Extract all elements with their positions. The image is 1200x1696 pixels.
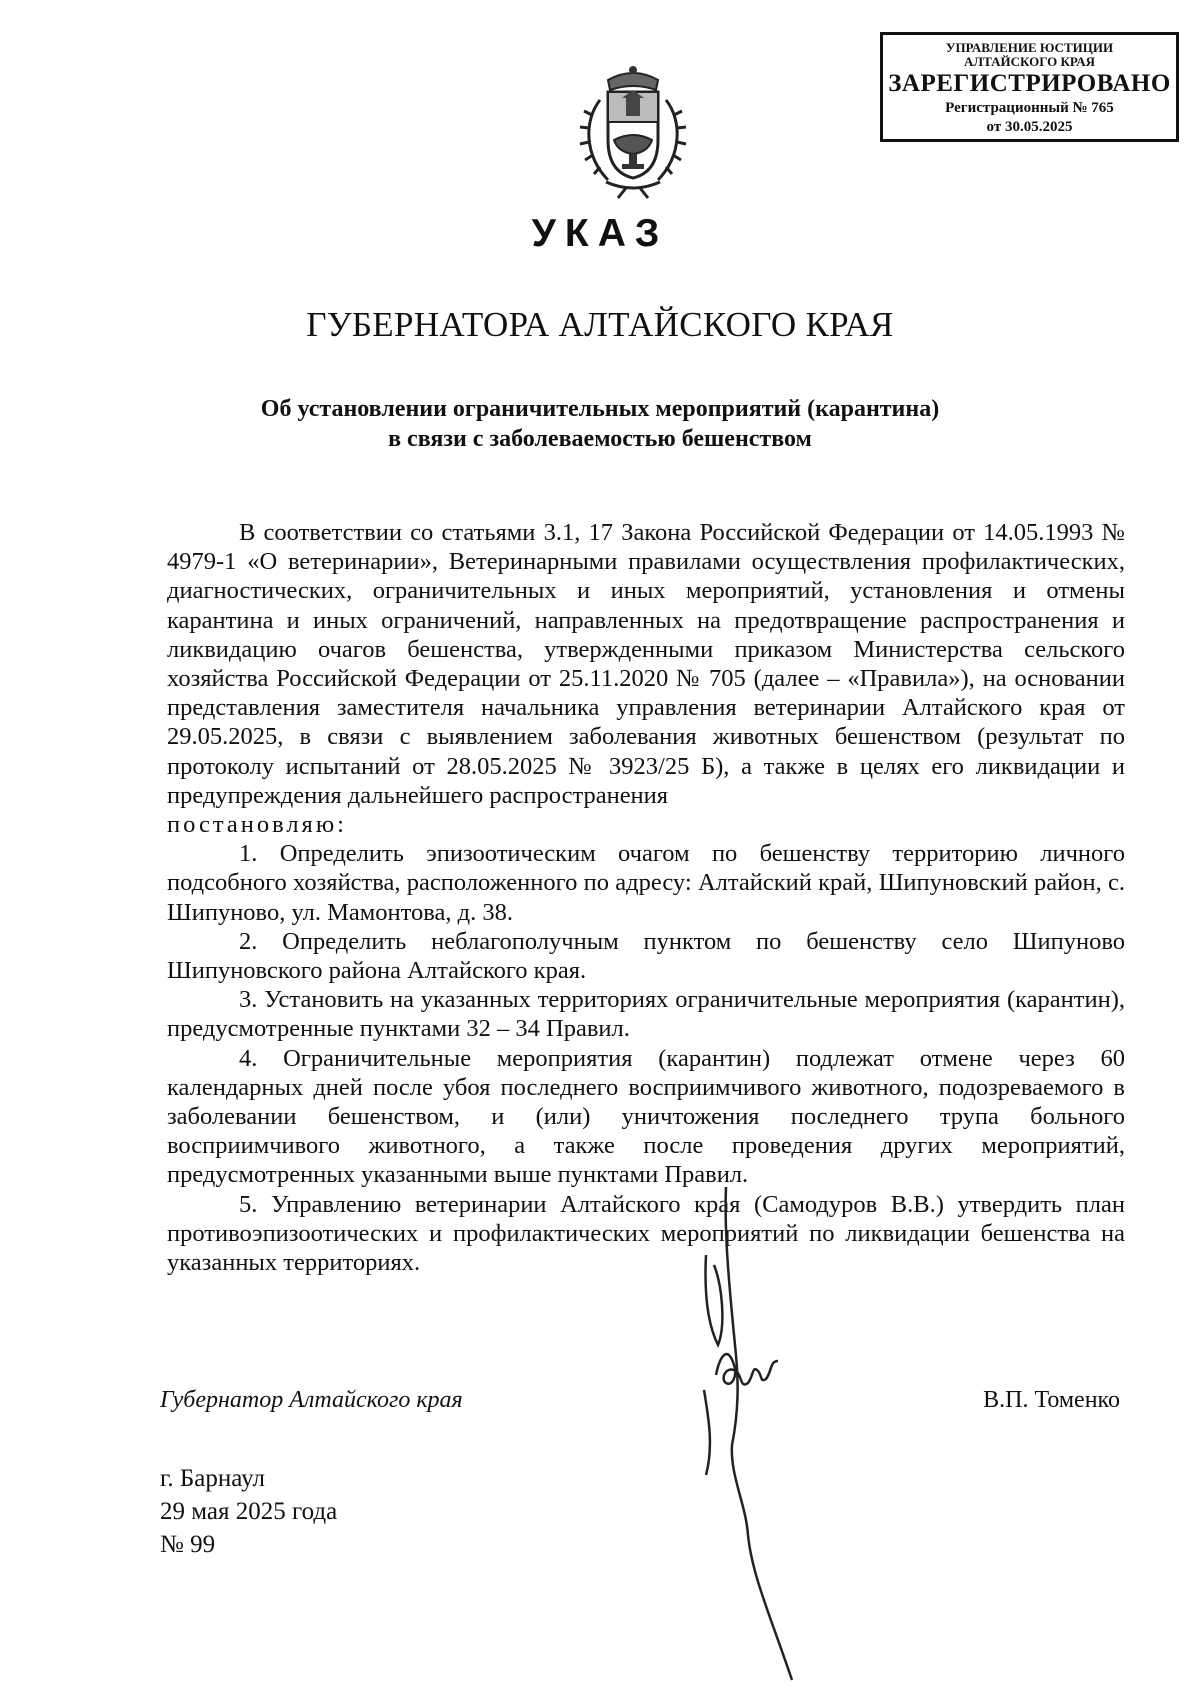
decree-item-2: 2. Определить неблагополучным пунктом по бешенству село Шипуново Шипуновского района Алтайского края. [167,927,1125,985]
heading-line-2: в связи с заболеваемостью бешенством [388,426,812,452]
document-footer [160,1462,337,1561]
stamp-reg-date: от 30.05.2025 [986,119,1073,135]
registration-stamp [880,32,1179,142]
decree-item-1: 1. Определить эпизоотическим очагом по бешенству территорию личного подсобного хозяйства, расположенного по адресу: Алтайский край, Шипуновский район, с. Шипуново, ул. Мамонтова, д. 38. [167,840,1125,926]
issue-date: 29 мая 2025 года [160,1498,338,1525]
stamp-org-line2: АЛТАЙСКОГО КРАЯ [964,54,1095,69]
handwritten-signature [696,1175,816,1685]
heading-line-1: Об установлении ограничительных мероприятий (карантина) [260,396,940,422]
signatory-role: Губернатор Алтайского края [160,1387,463,1413]
document-type: УКАЗ [531,212,669,255]
document-body [167,518,1125,1277]
decree-item-4: 4. Ограничительные мероприятия (карантин) подлежат отмене через 60 календарных дней после убоя последнего восприимчивого животного, подозреваемого в заболевании бешенством, и (или) уничтожения последнего трупа больного восприимчивого животного, а также после проведения других мероприятий, предусмотренных указанными выше пунктами Правил. [167,1044,1125,1189]
document-number: № 99 [160,1531,216,1558]
decree-item-5: 5. Управлению ветеринарии Алтайского края (Самодуров В.В.) утвердить план противоэпизоотических и профилактических мероприятий по ликвидации бешенства на указанных территориях. [167,1190,1125,1277]
preamble-paragraph: В соответствии со статьями 3.1, 17 Закона Российской Федерации от 14.05.1993 № 4979-1 «О ветеринарии», Ветеринарными правилами осуществления профилактических, диагностических, ограничительных и иных мероприятий, установления и отмены карантина и иных ограничений, направленных на предотвращение распространения и ликвидацию очагов бешенства, утвержденными приказом Министерства сельского хозяйства Российской Федерации от 25.11.2020 № 705 (далее – «Правила»), на основании представления заместителя начальника управления ветеринарии Алтайского края от 29.05.2025, в связи с выявлением заболевания животных бешенством (результат по протоколу испытаний от 28.05.2025 № 3923/25 Б), а также в целях его ликвидации и предупреждения дальнейшего распространения [167,519,1125,809]
stamp-status: ЗАРЕГИСТРИРОВАНО [888,70,1171,97]
decree-word: постановляю: [167,811,347,839]
issue-city: г. Барнаул [160,1465,265,1492]
signatory-name: В.П. Томенко [983,1387,1120,1413]
stamp-reg-number: Регистрационный № 765 [945,100,1114,116]
decree-item-3: 3. Установить на указанных территориях ограничительные мероприятия (карантин), предусмотренные пунктами 32 – 34 Правил. [167,986,1125,1043]
altai-krai-coat-of-arms-icon [578,60,688,200]
stamp-org-line1: УПРАВЛЕНИЕ ЮСТИЦИИ [945,40,1114,55]
document-heading [0,394,1200,454]
document-issuer: ГУБЕРНАТОРА АЛТАЙСКОГО КРАЯ [306,305,894,344]
